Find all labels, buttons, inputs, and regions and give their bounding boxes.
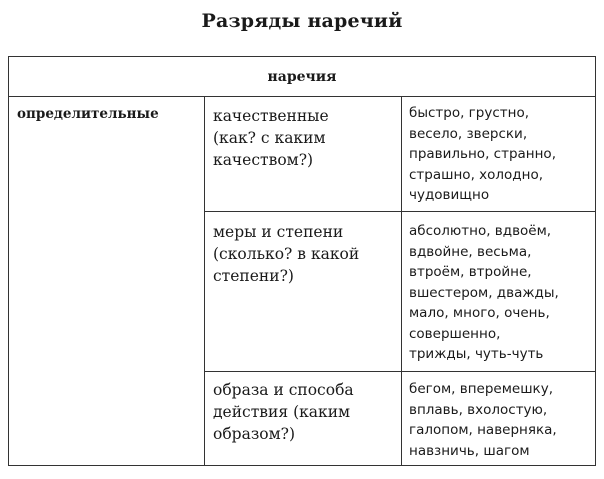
examples-cell-manner [409,379,557,461]
type-line: действия (каким [213,403,351,421]
example-line: бегом, вперемешку, [409,381,553,397]
type-line: (сколько? в какой [213,245,360,263]
type-cell-qualitative [213,105,329,171]
example-line: правильно, странно, [409,146,556,162]
example-line: весело, зверски, [409,125,528,142]
example-line: вшестером, дважды, [409,284,559,301]
category-label: определительные [17,106,159,122]
type-line: качеством?) [213,151,314,169]
row-divider-1a [204,211,401,212]
type-cell-measure-degree [213,221,359,287]
table-header: наречия [9,57,595,97]
adverb-categories-table [8,56,596,466]
column-divider-2 [401,97,402,465]
type-line: качественные [213,107,329,125]
page-title: Разряды наречий [201,10,403,32]
type-line: образа и способа [213,381,354,399]
type-line: образом?) [213,425,296,443]
examples-cell-measure-degree [409,221,559,365]
example-line: страшно, холодно, [409,166,543,183]
example-line: быстро, грустно, [409,105,529,121]
example-line: галопом, наверняка, [409,422,557,438]
example-line: вдвойне, весьма, [409,243,532,260]
type-line: (как? с каким [213,129,326,147]
type-cell-manner [213,379,354,445]
examples-cell-qualitative [409,103,556,206]
example-line: втроём, втройне, [409,264,532,280]
example-line: мало, много, очень, [409,305,550,321]
example-line: абсолютно, вдвоём, [409,223,552,239]
row-divider-2a [204,371,401,372]
column-divider-1 [204,97,205,465]
example-line: совершенно, [409,325,501,342]
row-divider-2b [401,371,595,372]
type-line: степени?) [213,267,294,285]
example-line: навзничь, шагом [409,442,530,459]
type-line: меры и степени [213,223,344,241]
row-divider-1b [401,211,595,212]
example-line: чудовищно [409,187,490,203]
example-line: вплавь, вхолостую, [409,401,548,418]
example-line: трижды, чуть-чуть [409,346,544,362]
